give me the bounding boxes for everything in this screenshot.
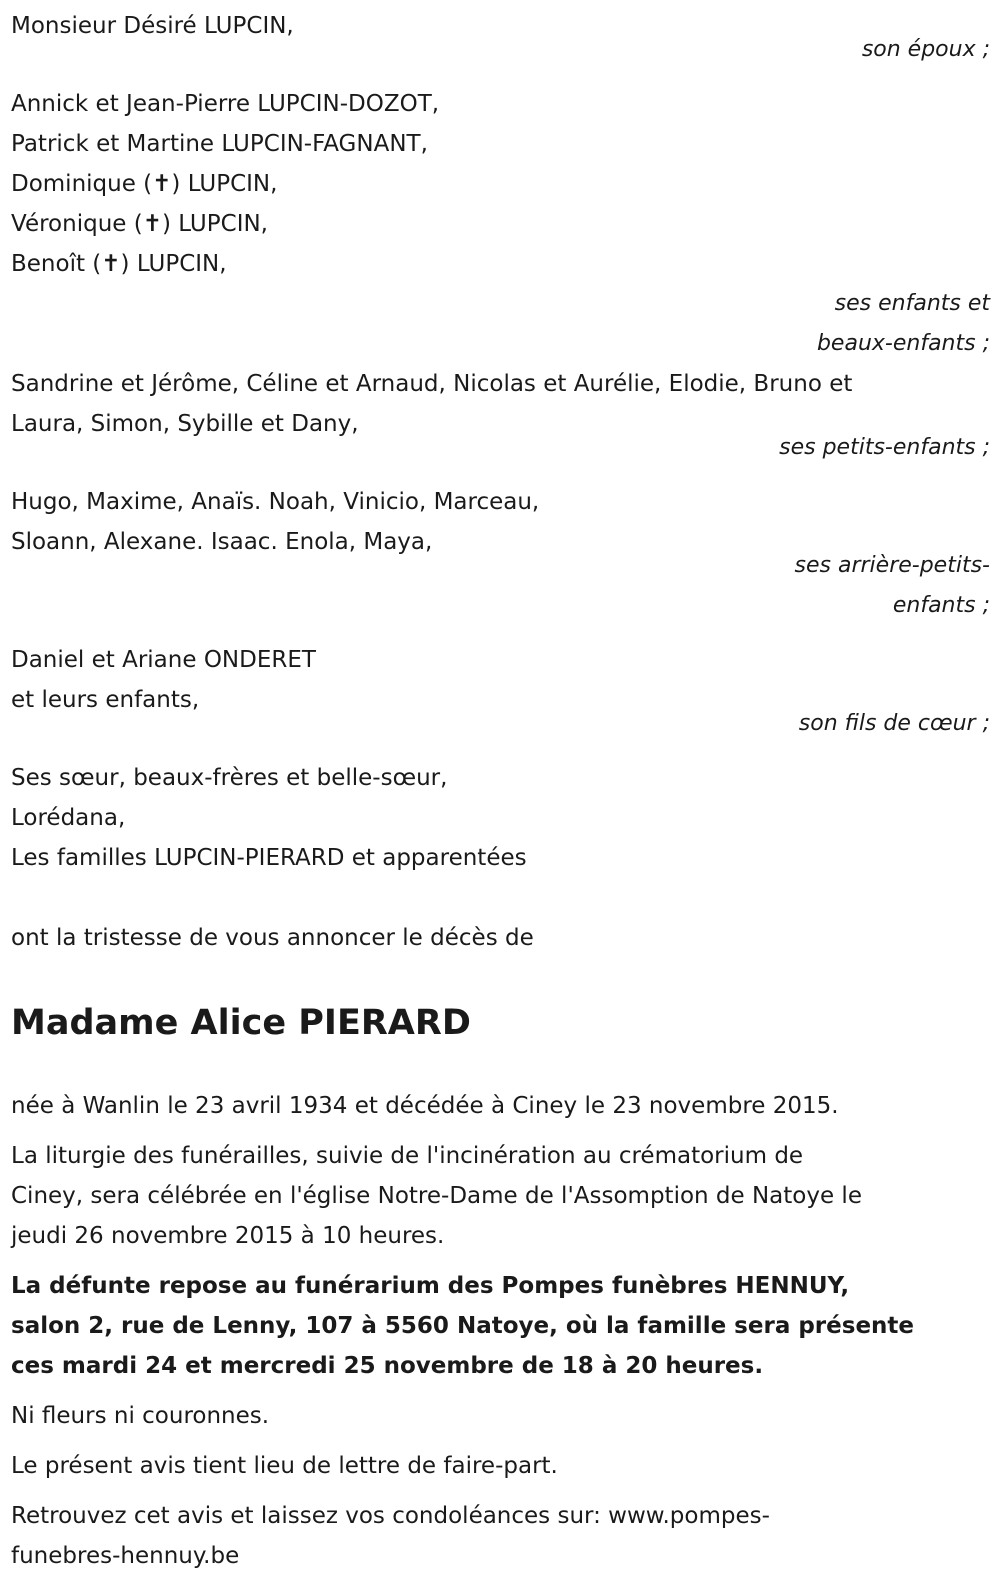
deceased-name: Madame Alice PIERARD bbox=[11, 1003, 471, 1043]
funerarium-line: ces mardi 24 et mercredi 25 novembre de 18 à 20 heures. bbox=[11, 1353, 764, 1379]
condolences-line: Retrouvez cet avis et laissez vos condoléances sur: www.pompes- bbox=[11, 1503, 770, 1529]
birth-death-line: née à Wanlin le 23 avril 1934 et décédée à Ciney le 23 novembre 2015. bbox=[11, 1093, 839, 1119]
family-line: Lorédana, bbox=[11, 805, 126, 831]
family-line: Daniel et Ariane ONDERET bbox=[11, 647, 316, 673]
family-role: son époux ; bbox=[861, 37, 990, 62]
family-line: et leurs enfants, bbox=[11, 687, 200, 713]
family-group-great-grandchildren bbox=[11, 482, 990, 626]
family-group-heart-son bbox=[11, 640, 990, 744]
liturgy-text bbox=[11, 1136, 990, 1256]
family-line: Ses sœur, beaux-frères et belle-sœur, bbox=[11, 765, 448, 791]
family-role: ses arrière-petits- bbox=[794, 553, 990, 578]
family-group-grandchildren bbox=[11, 364, 990, 468]
family-line: Sloann, Alexane. Isaac. Enola, Maya, bbox=[11, 529, 433, 555]
family-line: Laura, Simon, Sybille et Dany, bbox=[11, 411, 359, 437]
family-role: son fils de cœur ; bbox=[798, 711, 990, 736]
family-role: ses petits-enfants ; bbox=[779, 435, 990, 460]
family-line: Monsieur Désiré LUPCIN, bbox=[11, 13, 294, 39]
funerarium-text bbox=[11, 1266, 990, 1386]
family-role: enfants ; bbox=[892, 593, 990, 618]
family-role: beaux-enfants ; bbox=[816, 331, 990, 356]
liturgy-line: jeudi 26 novembre 2015 à 10 heures. bbox=[11, 1223, 445, 1249]
family-line: Les familles LUPCIN-PIERARD et apparentées bbox=[11, 845, 527, 871]
family-line: Hugo, Maxime, Anaïs. Noah, Vinicio, Marceau, bbox=[11, 489, 540, 515]
notice-line: Le présent avis tient lieu de lettre de faire-part. bbox=[11, 1453, 558, 1479]
condolences-text bbox=[11, 1496, 990, 1576]
liturgy-line: La liturgie des funérailles, suivie de l'incinération au crématorium de bbox=[11, 1143, 804, 1169]
announcement-text: ont la tristesse de vous annoncer le décès de bbox=[11, 925, 534, 951]
condolences-link[interactable]: funebres-hennuy.be bbox=[11, 1543, 240, 1569]
family-line: Annick et Jean-Pierre LUPCIN-DOZOT, bbox=[11, 91, 440, 117]
family-group-others bbox=[11, 758, 990, 878]
family-group-spouse bbox=[11, 6, 990, 70]
family-line: Véronique (✝) LUPCIN, bbox=[11, 211, 268, 237]
family-line: Sandrine et Jérôme, Céline et Arnaud, Nicolas et Aurélie, Elodie, Bruno et bbox=[11, 371, 853, 397]
family-line: Dominique (✝) LUPCIN, bbox=[11, 171, 278, 197]
family-line: Patrick et Martine LUPCIN-FAGNANT, bbox=[11, 131, 428, 157]
funerarium-line: salon 2, rue de Lenny, 107 à 5560 Natoye, où la famille sera présente bbox=[11, 1313, 915, 1339]
family-line: Benoît (✝) LUPCIN, bbox=[11, 251, 227, 277]
flowers-line: Ni fleurs ni couronnes. bbox=[11, 1403, 270, 1429]
family-group-children bbox=[11, 84, 990, 364]
flowers-text bbox=[11, 1396, 990, 1436]
liturgy-line: Ciney, sera célébrée en l'église Notre-Dame de l'Assomption de Natoye le bbox=[11, 1183, 862, 1209]
family-role: ses enfants et bbox=[834, 291, 990, 316]
funerarium-line: La défunte repose au funérarium des Pompes funèbres HENNUY, bbox=[11, 1273, 850, 1299]
notice-text bbox=[11, 1446, 990, 1486]
birth-death-text bbox=[11, 1086, 990, 1126]
